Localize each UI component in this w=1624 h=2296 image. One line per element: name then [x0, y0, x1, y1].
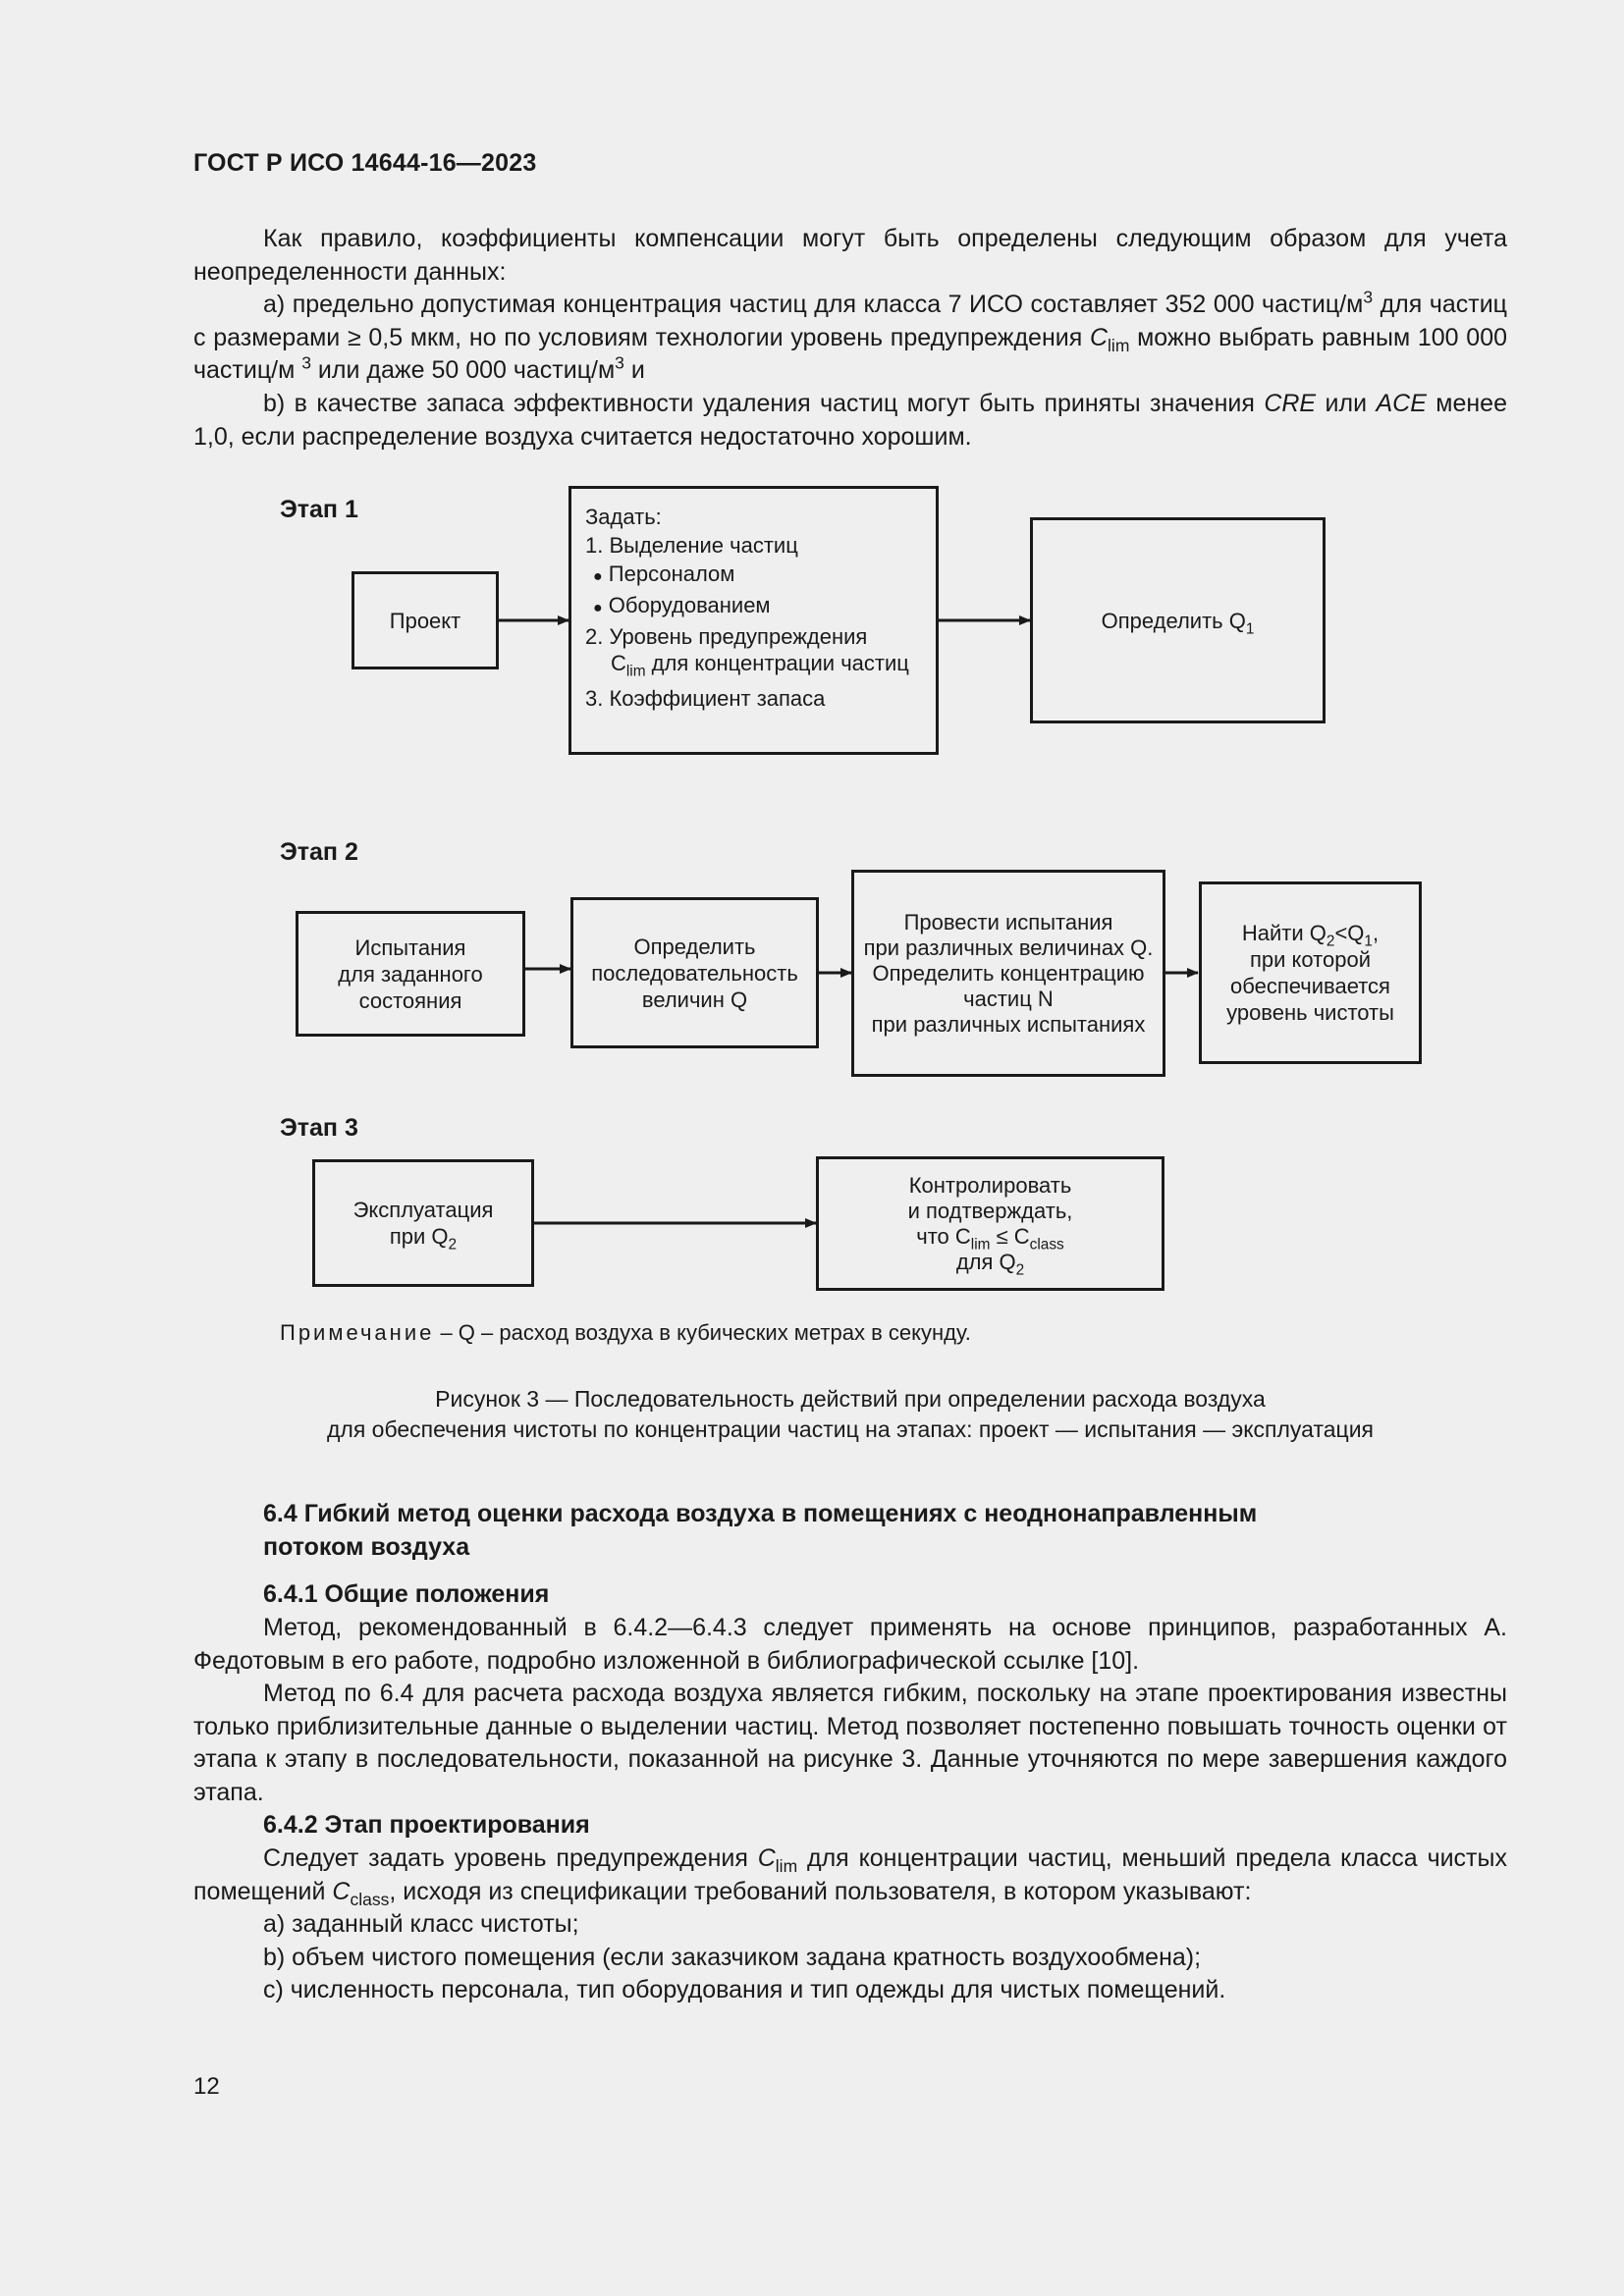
- text: Определить Q: [1101, 608, 1246, 633]
- set-item: 3. Коэффициент запаса: [585, 686, 826, 711]
- set-title: Задать:: [585, 505, 662, 529]
- section-heading-6-4-cont: потоком воздуха: [263, 1533, 470, 1561]
- subscript: lim: [775, 1856, 798, 1876]
- box-line: [389, 1223, 458, 1254]
- paragraph-6-4-1-a: Метод, рекомендованный в 6.4.2—6.4.3 следует применять на основе принципов, разработанных А. Федотовым в его работе, подробно изложенной в библиографической ссылке [10].: [193, 1614, 1507, 1675]
- bullet-text: Персоналом: [608, 561, 735, 586]
- bullet-text: Оборудованием: [608, 593, 771, 617]
- set-item-continued: [585, 651, 909, 680]
- caption-line: Рисунок 3 — Последовательность действий при определении расхода воздуха: [435, 1386, 1266, 1412]
- subscript: 2: [1326, 933, 1335, 950]
- bullet-icon: ●: [593, 568, 603, 585]
- list-item: a) заданный класс чистоты;: [263, 1910, 579, 1938]
- text: ≤ C: [990, 1223, 1030, 1249]
- paragraph-6-4-2: [193, 1842, 1507, 1908]
- box-line: и подтверждать,: [907, 1198, 1073, 1223]
- tests-box: [296, 911, 525, 1037]
- symbol: C: [757, 1844, 776, 1872]
- set-bullet: [585, 560, 734, 591]
- box-line: Испытания: [354, 934, 466, 960]
- box-line: последовательность: [591, 960, 798, 986]
- text: что C: [916, 1223, 971, 1249]
- text: Найти Q: [1241, 921, 1326, 945]
- box-line: уровень чистоты: [1226, 1000, 1394, 1025]
- stage-2-label: Этап 2: [280, 838, 358, 866]
- subscript: 1: [1245, 619, 1255, 637]
- text: , исходя из спецификации требований пользователя, в котором указывают:: [389, 1877, 1252, 1905]
- text: ,: [1372, 921, 1380, 945]
- box-line: при которой: [1250, 947, 1371, 972]
- text: или даже 50 000 частиц/м: [310, 356, 616, 384]
- exploitation-box: [312, 1159, 534, 1287]
- perform-tests-box: [851, 870, 1165, 1077]
- caption-line: для обеспечения чистоты по концентрации частиц на этапах: проект — испытания — эксплуатация: [327, 1416, 1374, 1442]
- stage-3-label: Этап 3: [280, 1114, 358, 1142]
- list-item: c) численность персонала, тип оборудования и тип одежды для чистых помещений.: [263, 1976, 1226, 2003]
- paragraph-6-4-1-b: Метод по 6.4 для расчета расхода воздуха является гибким, поскольку на этапе проектирования известны только приблизительные данные о выделении частиц. Метод позволяет постепенно повышать точность оценки от этапа к этапу в последовательности, показанной на рисунке 3. Данные уточняются по мере завершения каждого этапа.: [193, 1680, 1507, 1806]
- project-box: [352, 571, 499, 669]
- box-line: при различных величинах Q.: [863, 934, 1154, 960]
- text: a) предельно допустимая концентрация частиц для класса 7 ИСО составляет 352 000 частиц/м: [263, 291, 1364, 318]
- determine-q1-text: [1101, 608, 1255, 637]
- box-line: частиц N: [963, 986, 1054, 1011]
- list-item: b) объем чистого помещения (если заказчиком задана кратность воздухообмена);: [263, 1944, 1202, 1971]
- determine-q1-box: [1030, 517, 1326, 723]
- text: для концентрации частиц: [645, 651, 909, 675]
- note-text: – Q – расход воздуха в кубических метрах в секунду.: [434, 1320, 971, 1345]
- page-number: 12: [193, 2073, 220, 2100]
- text: для частиц с размерами ≥ 0,5 мкм, но по условиям технологии уровень предупреждения: [193, 291, 1507, 351]
- figure-caption: [193, 1384, 1507, 1445]
- note-label: Примечание: [280, 1320, 435, 1345]
- stage-1-label: Этап 1: [280, 496, 358, 523]
- superscript: 3: [1363, 287, 1374, 307]
- box-line: Определить концентрацию: [872, 960, 1145, 986]
- section-heading-6-4-2: 6.4.2 Этап проектирования: [263, 1811, 590, 1839]
- set-bullet: [585, 591, 771, 622]
- text: для Q: [955, 1249, 1016, 1274]
- text: и: [623, 356, 645, 384]
- symbol: ACE: [1376, 390, 1427, 417]
- text: <Q: [1334, 921, 1365, 945]
- text: при Q: [389, 1224, 449, 1249]
- project-text: Проект: [389, 608, 461, 633]
- text: Следует задать уровень предупреждения: [263, 1844, 758, 1872]
- subscript: lim: [625, 663, 646, 680]
- document-header: ГОСТ Р ИСО 14644-16—2023: [193, 149, 537, 177]
- subscript: class: [350, 1889, 390, 1909]
- text: менее 1,0, если распределение воздуха считается недостаточно хорошим.: [193, 390, 1507, 451]
- box-line: Определить: [633, 934, 756, 959]
- symbol: C: [1089, 323, 1109, 351]
- symbol: C: [332, 1877, 351, 1905]
- box-line: для заданного: [338, 961, 483, 987]
- box-line: обеспечивается: [1230, 974, 1390, 998]
- box-line: [916, 1223, 1064, 1253]
- subscript: lim: [970, 1235, 991, 1253]
- section-heading-6-4: 6.4 Гибкий метод оценки расхода воздуха в помещениях с неоднонаправленным: [263, 1500, 1258, 1527]
- box-line: при различных испытаниях: [871, 1011, 1146, 1037]
- box-line: [955, 1249, 1025, 1278]
- section-heading-6-4-1: 6.4.1 Общие положения: [263, 1580, 550, 1608]
- set-item: 2. Уровень предупреждения: [585, 624, 868, 649]
- box-line: Провести испытания: [903, 909, 1113, 934]
- box-line: состояния: [358, 988, 462, 1013]
- text: или: [1316, 390, 1377, 417]
- subscript: class: [1029, 1235, 1064, 1253]
- subscript: 2: [448, 1236, 458, 1254]
- intro-text: Как правило, коэффициенты компенсации могут быть определены следующим образом для учета неопределенности данных:: [193, 225, 1507, 286]
- set-item: 1. Выделение частиц: [585, 533, 798, 558]
- box-line: Эксплуатация: [352, 1198, 494, 1222]
- control-box: [816, 1156, 1164, 1291]
- box-line: величин Q: [641, 987, 748, 1012]
- box-line: Контролировать: [908, 1172, 1072, 1198]
- superscript: 3: [301, 352, 311, 373]
- superscript: 3: [615, 352, 624, 373]
- text: для концентрации частиц, меньший предела класса чистых помещений: [193, 1844, 1507, 1905]
- subscript: 2: [1015, 1260, 1025, 1278]
- text: b) в качестве запаса эффективности удаления частиц могут быть приняты значения: [263, 390, 1265, 417]
- symbol: CRE: [1264, 390, 1317, 417]
- subscript: lim: [1108, 335, 1130, 355]
- subscript: 1: [1364, 933, 1373, 950]
- symbol: C: [611, 651, 626, 675]
- find-q2-box: [1199, 881, 1422, 1064]
- sequence-box: [570, 897, 819, 1048]
- box-line: [1241, 920, 1380, 950]
- figure-note: [280, 1320, 971, 1346]
- bullet-icon: ●: [593, 600, 603, 616]
- text: можно выбрать равным 100 000 частиц/м: [193, 323, 1507, 384]
- set-parameters-box: [568, 486, 939, 755]
